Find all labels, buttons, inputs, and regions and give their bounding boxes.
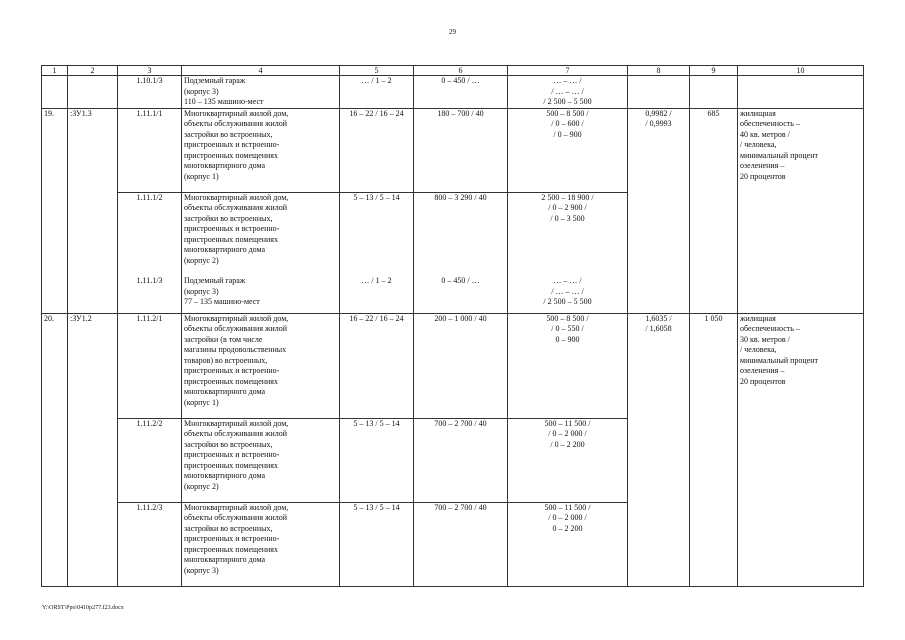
text-line: 40 кв. метров / (740, 129, 790, 139)
cell-floors: 5 – 13 / 5 – 14 (340, 418, 414, 502)
text-line: / 0 – 2 000 / (548, 513, 587, 522)
text-line: застройки во встроенных, (184, 439, 273, 449)
text-line: / … – … / (551, 86, 584, 96)
text-line: / 0,9993 (645, 119, 672, 128)
table-row (42, 502, 864, 586)
cell (68, 418, 118, 502)
cell-description (182, 192, 340, 276)
cell-height: 700 – 2 700 / 40 (414, 418, 508, 502)
text-line: 500 – 8 500 / (546, 313, 589, 323)
cell (42, 276, 68, 313)
text-line: Многоквартирный жилой дом, (184, 313, 289, 323)
cell (42, 192, 68, 276)
text-line: / 0 – 2 900 / (548, 203, 587, 212)
text-line: 110 – 135 машино-мест (184, 97, 264, 106)
cell-subzone-code: 1.11.1/1 (118, 108, 182, 192)
column-header: 1 (42, 66, 68, 76)
cell-item-number: 20. (42, 313, 68, 418)
cell-floors: 16 – 22 / 16 – 24 (340, 313, 414, 418)
cell-subzone-code: 1.10.1/3 (118, 76, 182, 109)
cell (690, 76, 738, 109)
cell-plot-id: :ЗУ1.3 (68, 108, 118, 192)
text-line: Многоквартирный жилой дом, (184, 192, 289, 202)
cell (628, 418, 690, 502)
text-line: озеленения – (740, 161, 785, 170)
text-line: минимальный процент (740, 150, 819, 160)
table-row (42, 276, 864, 313)
text-line: 2 500 – 18 900 / (541, 192, 594, 202)
cell (42, 502, 68, 586)
text-line: пристроенных и встроенно- (184, 224, 280, 233)
cell-description (182, 108, 340, 192)
text-line: многоквартирного дома (184, 555, 266, 564)
text-line: / … – … / (551, 286, 584, 296)
cell-floors: … / 1 – 2 (340, 276, 414, 313)
column-header: 4 (182, 66, 340, 76)
cell (42, 76, 68, 109)
cell-description (182, 502, 340, 586)
text-line: пристроенных помещениях (184, 376, 278, 386)
cell-height: 0 – 450 / … (414, 76, 508, 109)
cell (738, 76, 864, 109)
column-header: 9 (690, 66, 738, 76)
column-header: 3 (118, 66, 182, 76)
text-line: пристроенных помещениях (184, 150, 278, 160)
cell-notes (738, 108, 864, 192)
text-line: пристроенных и встроенно- (184, 534, 280, 543)
text-line: (корпус 2) (184, 481, 219, 491)
text-line: 500 – 11 500 / (544, 418, 591, 428)
cell (690, 192, 738, 276)
text-line: 77 – 135 машино-мест (184, 297, 260, 306)
cell-residents: 1 050 (690, 313, 738, 418)
cell-plot-id: :ЗУ1.2 (68, 313, 118, 418)
cell-notes (738, 313, 864, 418)
text-line: объекты обслуживания жилой (184, 203, 288, 212)
text-line: (корпус 3) (184, 565, 219, 575)
text-line: пристроенных и встроенно- (184, 450, 280, 459)
cell-floors: 5 – 13 / 5 – 14 (340, 502, 414, 586)
text-line: (корпус 3) (184, 86, 219, 96)
text-line: (корпус 1) (184, 397, 219, 407)
text-line: объекты обслуживания жилой (184, 429, 288, 438)
cell-area (508, 108, 628, 192)
column-header: 8 (628, 66, 690, 76)
text-line: обеспеченность – (740, 324, 800, 333)
text-line: / 1,6058 (645, 324, 672, 333)
cell-description (182, 418, 340, 502)
text-line: минимальный процент (740, 355, 819, 365)
text-line: 20 процентов (740, 171, 786, 181)
text-line: многоквартирного дома (184, 387, 266, 396)
text-line: обеспеченность – (740, 119, 800, 128)
column-header: 5 (340, 66, 414, 76)
cell-height: 700 – 2 700 / 40 (414, 502, 508, 586)
text-line: пристроенных и встроенно- (184, 140, 280, 149)
cell-height: 800 – 3 290 / 40 (414, 192, 508, 276)
text-line: (корпус 3) (184, 286, 219, 296)
table-row (42, 313, 864, 418)
text-line: / 0 – 550 / (551, 324, 584, 333)
cell (738, 418, 864, 502)
text-line: … – … / (553, 276, 582, 285)
cell (628, 76, 690, 109)
cell-item-number: 19. (42, 108, 68, 192)
text-line: 0 – 2 200 (552, 523, 583, 533)
text-line: Многоквартирный жилой дом, (184, 108, 289, 118)
cell-area (508, 276, 628, 313)
cell-subzone-code: 1.11.2/1 (118, 313, 182, 418)
cell-area (508, 313, 628, 418)
text-line: / 0 – 2 200 (550, 439, 585, 449)
text-line: многоквартирного дома (184, 471, 266, 480)
text-line: многоквартирного дома (184, 161, 266, 170)
table-row (42, 76, 864, 109)
text-line: Подземный гараж (184, 276, 246, 285)
text-line: Многоквартирный жилой дом, (184, 418, 289, 428)
text-line: 0,9982 / (645, 108, 672, 118)
table-row (42, 418, 864, 502)
cell (628, 276, 690, 313)
cell-plot-area (628, 313, 690, 418)
text-line: жилищная (740, 313, 776, 323)
cell-residents: 685 (690, 108, 738, 192)
text-line: товаров) во встроенных, (184, 355, 268, 365)
text-line: / 0 – 600 / (551, 119, 584, 128)
text-line: Многоквартирный жилой дом, (184, 502, 289, 512)
text-line: пристроенных и встроенно- (184, 366, 280, 375)
cell-height: 180 – 700 / 40 (414, 108, 508, 192)
text-line: магазины продовольственных (184, 345, 287, 354)
text-line: пристроенных помещениях (184, 544, 278, 554)
page-number: 29 (449, 28, 456, 36)
cell (738, 276, 864, 313)
cell (628, 502, 690, 586)
text-line: (корпус 2) (184, 255, 219, 265)
cell-description (182, 313, 340, 418)
text-line: … – … / (553, 76, 582, 85)
text-line: / 0 – 900 (553, 129, 582, 139)
column-header: 2 (68, 66, 118, 76)
text-line: застройки во встроенных, (184, 213, 273, 223)
text-line: / 2 500 – 5 500 (543, 97, 592, 106)
text-line: застройки (в том числе (184, 334, 263, 344)
text-line: 0 – 900 (555, 334, 580, 344)
cell (738, 502, 864, 586)
cell-area (508, 192, 628, 276)
cell (690, 418, 738, 502)
cell-description (182, 276, 340, 313)
text-line: 500 – 8 500 / (546, 108, 589, 118)
text-line: / человека, (740, 345, 777, 354)
cell-subzone-code: 1.11.1/3 (118, 276, 182, 313)
text-line: застройки во встроенных, (184, 129, 273, 139)
cell (42, 418, 68, 502)
cell (690, 502, 738, 586)
cell-floors: 5 – 13 / 5 – 14 (340, 192, 414, 276)
text-line: многоквартирного дома (184, 245, 266, 254)
header-row (42, 66, 864, 76)
text-line: 30 кв. метров / (740, 334, 790, 344)
cell-area (508, 418, 628, 502)
text-line: / 0 – 2 000 / (548, 429, 587, 438)
text-line: / 2 500 – 5 500 (543, 297, 592, 306)
cell (68, 276, 118, 313)
text-line: объекты обслуживания жилой (184, 513, 288, 522)
column-header: 7 (508, 66, 628, 76)
text-line: озеленения – (740, 366, 785, 375)
text-line: 1,6035 / (645, 313, 672, 323)
cell-height: 200 – 1 000 / 40 (414, 313, 508, 418)
cell (68, 192, 118, 276)
cell-floors: … / 1 – 2 (340, 76, 414, 109)
table-row (42, 192, 864, 276)
cell-subzone-code: 1.11.2/2 (118, 418, 182, 502)
text-line: 20 процентов (740, 376, 786, 386)
cell-area (508, 76, 628, 109)
text-line: / 0 – 3 500 (550, 213, 585, 223)
cell (738, 192, 864, 276)
cell-subzone-code: 1.11.2/3 (118, 502, 182, 586)
text-line: / человека, (740, 140, 777, 149)
cell-height: 0 – 450 / … (414, 276, 508, 313)
text-line: (корпус 1) (184, 171, 219, 181)
table-row (42, 108, 864, 192)
cell (68, 76, 118, 109)
cell-subzone-code: 1.11.1/2 (118, 192, 182, 276)
cell (690, 276, 738, 313)
text-line: 500 – 11 500 / (544, 502, 591, 512)
land-plot-table (41, 65, 864, 587)
text-line: пристроенных помещениях (184, 460, 278, 470)
text-line: пристроенных помещениях (184, 234, 278, 244)
text-line: жилищная (740, 108, 776, 118)
footer-file-path: Y:\ORST\Ppo\0410p277.f23.docx (42, 605, 124, 611)
text-line: объекты обслуживания жилой (184, 119, 288, 128)
cell-plot-area (628, 108, 690, 192)
cell (68, 502, 118, 586)
column-header: 10 (738, 66, 864, 76)
text-line: застройки во встроенных, (184, 523, 273, 533)
cell-floors: 16 – 22 / 16 – 24 (340, 108, 414, 192)
cell-area (508, 502, 628, 586)
cell-description (182, 76, 340, 109)
column-header: 6 (414, 66, 508, 76)
text-line: Подземный гараж (184, 76, 246, 85)
text-line: объекты обслуживания жилой (184, 324, 288, 333)
cell (628, 192, 690, 276)
